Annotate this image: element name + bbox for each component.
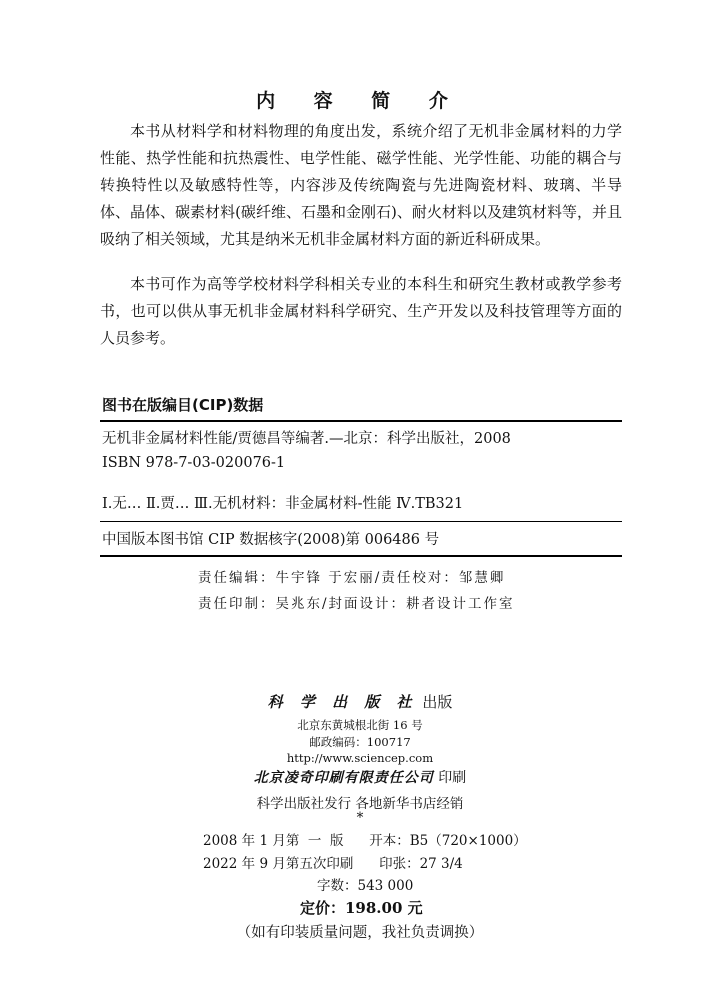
cip-number-line: 中国版本图书馆 CIP 数据核字(2008)第 006486 号 [102, 532, 440, 548]
cip-top-rule [100, 420, 622, 422]
publisher-url: http://www.sciencep.com [286, 751, 434, 765]
publisher-name: 科 学 出 版 社 [267, 693, 418, 711]
cip-heading: 图书在版编目(CIP)数据 [102, 396, 264, 414]
publisher-address: 北京东黄城根北街 16 号 [297, 718, 423, 732]
summary-paragraph-1: 本书从材料学和材料物理的角度出发，系统介绍了无机非金属材料的力学性能、热学性能和抗热震性、电学性能、磁学性能、光学性能、功能的耦合与转换特性以及敏感特性等，内容涉及传统陶瓷与先进陶瓷材料、玻璃、半导体、晶体、碳素材料(碳纤维、石墨和金刚石)、耐火材料以及建筑材料等，并且吸纳了相关领域，尤其是纳米无机非金属材料方面的新近科研成果。 [100, 122, 622, 248]
cip-classification-line: Ⅰ.无… Ⅱ.贾… Ⅲ.无机材料：非金属材料-性能 Ⅳ.TB321 [102, 496, 464, 512]
cip-bottom-rule [100, 555, 622, 557]
printer-line [0, 767, 720, 787]
cip-isbn-line: ISBN 978-7-03-020076-1 [102, 455, 286, 471]
word-count: 字数：543 000 [317, 878, 414, 894]
distribution-line: 科学出版社发行 各地新华书店经销 [256, 796, 464, 812]
price: 定价：198.00 元 [300, 899, 423, 917]
cip-middle-rule [100, 521, 622, 522]
publisher-suffix: 出版 [422, 693, 453, 711]
cip-title-line: 无机非金属材料性能/贾德昌等编著.—北京：科学出版社，2008 [102, 431, 511, 447]
quality-note: （如有印装质量问题，我社负责调换） [236, 925, 484, 941]
summary-paragraph-2: 本书可作为高等学校材料学科相关专业的本科生和研究生教材或教学参考书，也可以供从事无机非金属材料科学研究、生产开发以及科技管理等方面的人员参考。 [100, 275, 622, 347]
printer-suffix: 印刷 [438, 770, 467, 786]
publisher-line [0, 691, 720, 712]
credits-printing: 责任印制：吴兆东/封面设计：耕者设计工作室 [198, 596, 515, 612]
credits-editors: 责任编辑：牛宇锋 于宏丽/责任校对：邹慧卿 [198, 570, 506, 586]
page-title: 内 容 简 介 [256, 90, 464, 112]
separator-star: * [356, 810, 364, 826]
edition-row-1: 2008 年 1 月第 一 版 开本：B5（720×1000） [203, 833, 527, 849]
edition-row-2: 2022 年 9 月第五次印刷 印张：27 3/4 [203, 856, 463, 872]
printer-name: 北京凌奇印刷有限责任公司 [253, 770, 434, 786]
publisher-postcode: 邮政编码：100717 [309, 735, 411, 749]
